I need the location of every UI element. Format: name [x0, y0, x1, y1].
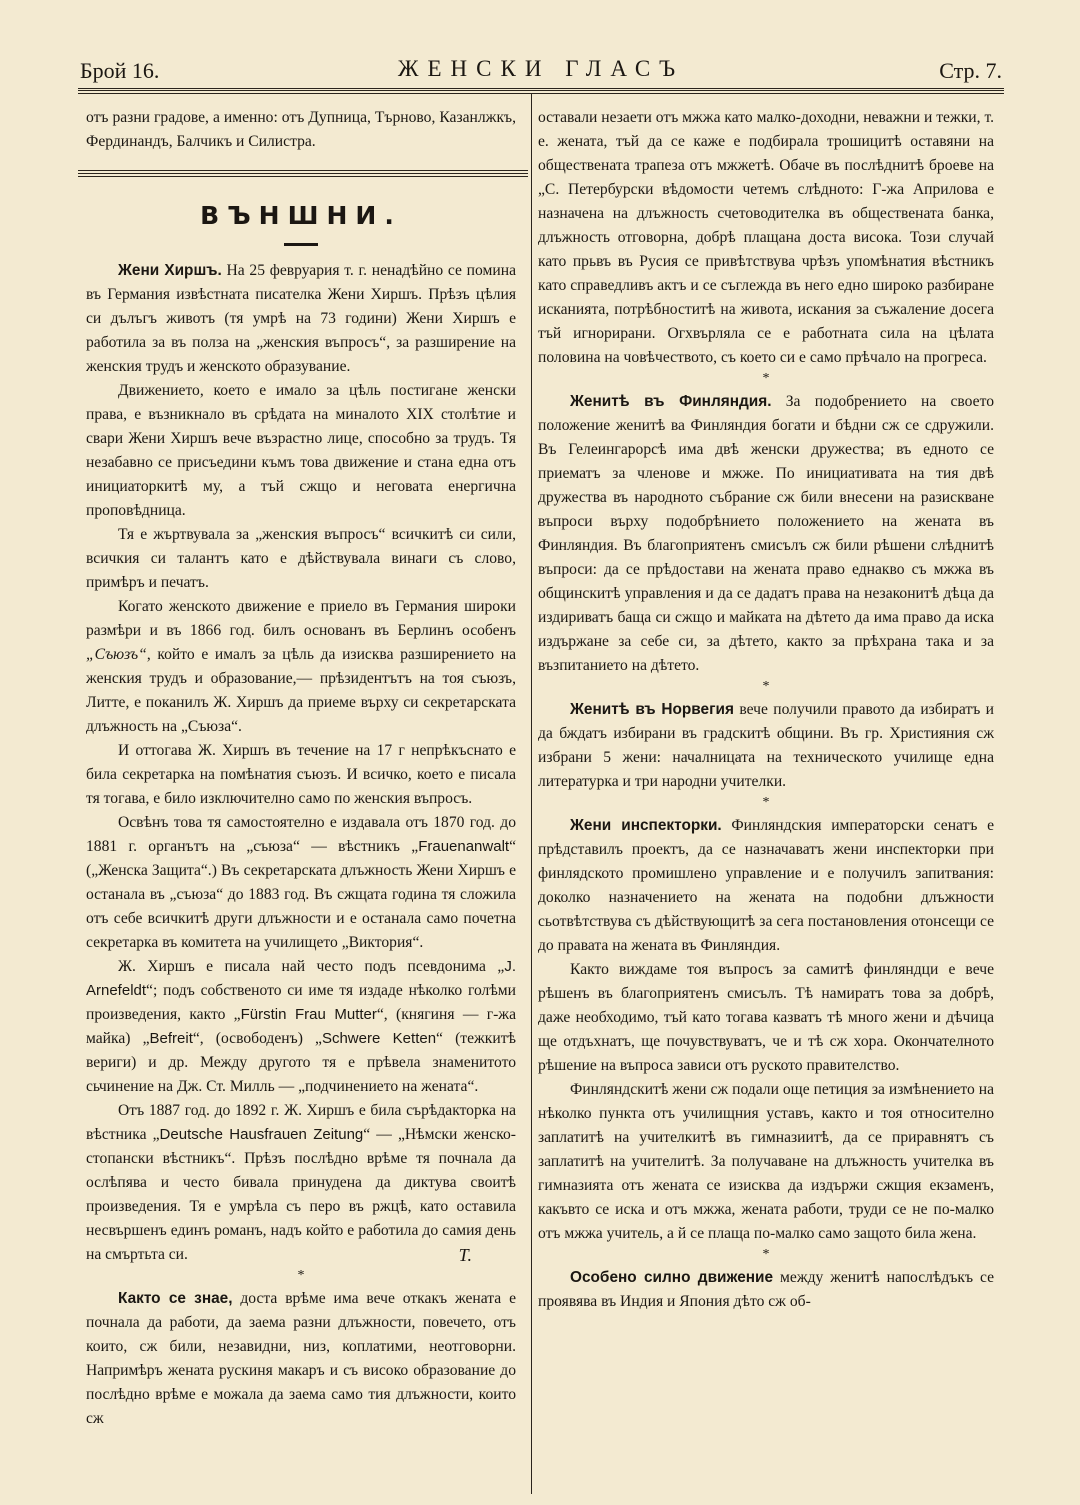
- article-hirsch-p5: И оттогава Ж. Хиршъ въ течение на 17 г непрѣкъснато е била секретарка на помѣнатия съюзъ. И всичко, което е писала тя тогава, е било изключително само по женския въпросъ.: [86, 742, 516, 807]
- intro-paragraph: отъ разни градове, а именно: отъ Дупница, Търново, Казанлжкъ, Фердинандъ, Балчикъ и Силистра.: [86, 109, 516, 150]
- author-signature: Т.: [458, 1245, 472, 1265]
- header-rule: [78, 88, 1004, 94]
- ornament-divider: [86, 237, 516, 251]
- separator-star: *: [762, 795, 770, 810]
- separator-star: *: [297, 1268, 305, 1283]
- page-header: [80, 52, 1002, 88]
- article-hirsch-p7: Ж. Хиршъ е писала най често подъ псевдонима „J. Arnefeldt“; подъ собственото си име тя издаде нѣколко голѣми произведения, както „Fürstin Frau Mutter“, (княгиня — г-жа майка) „Befreit“, (освободенъ) „Schwere Ketten“ (тежкитѣ вериги) и др. Между другото тя е прѣвела знаменитото сьчинение на Дж. Ст. Милль — „подчинението на жената“.: [86, 958, 516, 1095]
- article-finland: Женитѣ въ Финляндия. За подобрението на своето положение женитѣ ва Финляндия богати и бѣдни сж се сдружили. Въ Гелеингарорсѣ има двѣ женски дружества; въ едното се приематъ за членове и мжже. По инициативата на тия двѣ дружества въ народното събрание сж били внесени на разискване въпроси върху подобрѣнието положението на жената въ Финляндия. Въ благоприятенъ смисълъ сж били рѣшени слѣднитѣ въпроси: да се прѣдостави на жената право еднакво съ мжжа въ общинскитѣ управления и да се дадатъ права на незаконитѣ дѣца да издириватъ баща си сжщо и майката на дѣтето да има право да иска издържане за себе си, за дѣтето, както за прѣхрана така и за възпитанието на дѣтето.: [538, 393, 994, 674]
- article-inspectors-heading: Жени инспекторки.: [570, 817, 722, 834]
- article-india-japan-heading: Особено силно движение: [570, 1269, 774, 1286]
- article-inspectors-p1: Жени инспекторки. Финляндския императорски сенатъ е прѣдставилъ проектъ, да се назначаватъ жени инспекторки при финлядското промишлено управление и е получилъ запитвания: доколко назначението на жената на подобни длъжности сьотвѣтствува съ дѣйствующитѣ за сега постановления отонсещи се до правата на жената въ Финляндия.: [538, 817, 994, 954]
- separator-star: *: [762, 1247, 770, 1262]
- section-title: ВЪНШНИ.: [200, 201, 402, 230]
- article-russia-heading: Както се знае,: [118, 1290, 233, 1307]
- issue-number: Брой 16.: [80, 58, 160, 83]
- article-norway-heading: Женитѣ въ Норвегия: [570, 701, 734, 718]
- article-hirsch-heading: Жени Хиршъ.: [118, 262, 222, 279]
- left-column: [86, 106, 516, 1431]
- article-hirsch-p1: Жени Хиршъ. На 25 февруария т. г. ненадѣйно се помина въ Германия извѣстната писателка Жени Хиршъ. Прѣзъ цѣлия си дълъгъ животъ (тя умрѣ на 73 години) Жени Хиршъ е работила за въ полза на „женския въпросъ“, за разширение на женския трудъ и женското образувание.: [86, 262, 516, 375]
- article-hirsch-p6: Освѣнъ това тя самостоятелно е издавала отъ 1870 год. до 1881 г. органътъ на „съюза“ — вѣстникъ „Frauenanwalt“ („Женска Защита“.) Въ секретарската длъжность Жени Хиршъ е останала въ „съюза“ до 1883 год. Въ сжщата година тя сложила отъ себе всичкитѣ други длъжности и е останала само почетна секретарка въ комитета на училището „Виктория“.: [86, 814, 516, 951]
- article-russia-p2: оставали незаети отъ мжжа като малко-доходни, неважни и тежки, т. е. жената, тъй да се каже е подбирала трошицитѣ оставяни на обществената трапеза отъ мжжетѣ. Обаче въ послѣднитѣ броеве на „С. Петербурски вѣдомости четемъ слѣдното: Г-жа Априлова е назначена на длъжность счетоводителка въ обществената банка, длъжность отговорна, добрѣ плащана доста висока. Този случай като прьвъ въ Русия се привѣтствува чрѣзъ упомѣнатия вѣстникъ като справедливъ актъ и се съглежда въ него едно широко разбиране исканията, потрѣбноститѣ на живота, искания за съжаление досега тъй игнорирани. Огхвърляла се е работната сила на цѣлата половина на човѣчеството, съ което си е само прѣчало на прогреса.: [538, 109, 994, 366]
- newspaper-title: ЖЕНСКИ ГЛАСЪ: [397, 56, 685, 81]
- article-inspectors-p2: Както виждаме тоя въпросъ за самитѣ финляндци е вече рѣшенъ въ благоприятенъ смисълъ. Тѣ намиратъ това за добрѣ, даже необходимо, тъй като тогава казватъ тѣ много жени и дѣчица ще отдъхнатъ, ще почувствуватъ, че и тѣ сж хора. Окончателното рѣшение на въпроса зависи отъ руското правителство.: [538, 961, 994, 1074]
- section-rule: [78, 170, 528, 177]
- article-hirsch-p4: Когато женското движение е приело въ Германия широки размѣри и въ 1866 год. билъ основанъ въ Берлинъ особенъ „Съюзъ“, който е ималъ за цѣль да изисква разширението на женския трудъ и образование,— прѣзидентътъ на тоя съюзъ, Литте, е поканилъ Ж. Хиршъ да приеме върху си секретарската длъжность на „Съюза“.: [86, 598, 516, 735]
- article-finland-heading: Женитѣ въ Финляндия.: [570, 393, 772, 410]
- article-hirsch-p8: Отъ 1887 год. до 1892 г. Ж. Хиршъ е била сърѣдакторка на вѣстника „Deutsche Hausfrauen Zeitung“ — „Нѣмски женско-стопански вѣстникъ“. Прѣзъ послѣдно врѣме тя почнала да ослѣпява и често бивала принудена да диктува своитѣ произведения. Тя е умрѣла съ перо въ ржцѣ, като оставила несвършенъ единъ романъ, надъ който е работила до самия день на смъртьта си. Т.: [86, 1102, 516, 1265]
- article-hirsch-p3: Тя е жъртвувала за „женския въпросъ“ всичкитѣ си сили, всичкия си талантъ като е дѣйствувала винаги съ слово, примѣръ и печатъ.: [86, 526, 516, 591]
- article-russia-p1: Както се знае, доста врѣме има вече откакъ жената е почнала да работи, да заема разни длъжности, повечето, отъ които, сж били, незавидни, низ, коплатими, неотговорни. Напримѣръ жената рускиня макаръ и съ високо образование до послѣдно врѣме е можала да заема само тия длъжности, които сж: [86, 1290, 516, 1427]
- column-divider: [531, 94, 532, 1494]
- right-column: [538, 106, 994, 1314]
- article-india-japan: Особено силно движение между женитѣ напослѣдъкъ се проявява въ Индия и Япония дѣто сж об-: [538, 1269, 994, 1310]
- separator-star: *: [762, 679, 770, 694]
- separator-star: *: [762, 371, 770, 386]
- article-hirsch-p2: Движението, което е имало за цѣль постигане женски права, е възникнало въ срѣдата на миналото XIX столѣтие и свари Жени Хиршъ вече възрастно лице, способно за трудъ. Тя незабавно се присъедини къмъ това движение и стана една отъ инициаторкитѣ му, а тъй сжщо и неговата енергична проповѣдница.: [86, 382, 516, 519]
- page-number: Стр. 7.: [939, 58, 1002, 83]
- article-norway: Женитѣ въ Норвегия вече получили правото да избиратъ и да бждатъ избирани въ градскитѣ общини. Въ гр. Християния сж избрани 5 жени: началницата на техническото училище една литературка и три народни учителки.: [538, 701, 995, 790]
- article-inspectors-p3: Финляндскитѣ жени сж подали още петиция за измѣнението на нѣколко пункта отъ училищния уставъ, както и тоя относително заплатитѣ на учителкитѣ въ гимназиитѣ, да се приравнятъ съ заплатитѣ на учителитѣ. За получаване на длъжность учителка въ гимназията отъ жената се изисква да издържи сжщия екзаменъ, какъвто се иска и отъ мжжа, жената работи, труди се не по-малко отъ мжжа учитель, а й се плаща по-малко само защото била жена.: [538, 1081, 994, 1242]
